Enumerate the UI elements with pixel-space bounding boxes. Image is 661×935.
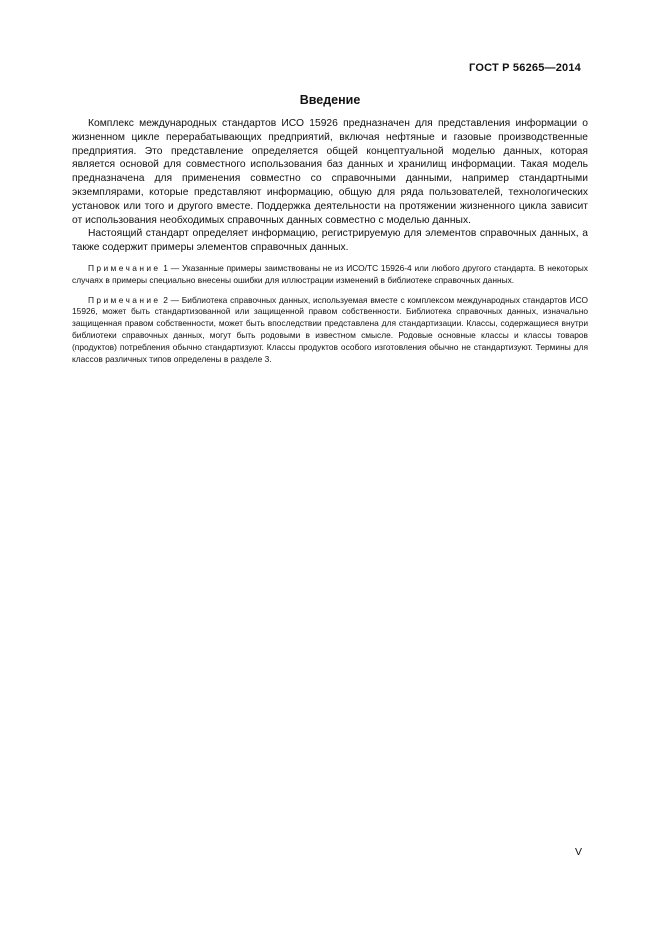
note-2-text: 2 — Библиотека справочных данных, используемая вместе с комплексом международных стандартов ИСО 15926, может быть стандартизованной или защищенной правом собственности. Библиотека справочных данных, изначально защищенная правом собственности, может быть впоследствии представлена для стандартизации. Классы, содержащиеся внутри библиотеки справочных данных, могут быть родовыми в известном смысле. Родовые основные классы и классы товаров (продуктов) потребления обычно стандартизуют. Классы продуктов особого изготовления обычно не стандартизуют. Термины для классов различных типов определены в разделе 3. (72, 294, 588, 364)
note-2 (72, 295, 588, 366)
note-1 (72, 263, 588, 287)
paragraph-1: Комплекс международных стандартов ИСО 15926 предназначен для представления информации о жизненном цикле перерабатывающих предприятий, включая нефтяные и газовые производственные предприятия. Это представление определяется общей концептуальной моделью данных, которая является основой для совместного использования баз данных и хранилищ информации. Такая модель предназначена для применения совместно со справочными данными, например стандартными экземплярами, которые представляют информацию, общую для ряда пользователей, технологических установок или того и другого вместе. Поддержка деятельности на протяжении жизненного цикла зависит от использования необходимых справочных данных совместно с моделью данных. (72, 118, 588, 226)
body-text (72, 117, 588, 365)
note-2-label: Примечание (88, 294, 161, 305)
paragraph-2: Настоящий стандарт определяет информацию, регистрируемую для элементов справочных данных, а также содержит примеры элементов справочных данных. (72, 228, 588, 254)
document-code: ГОСТ Р 56265—2014 (469, 62, 581, 74)
note-1-text: 1 — Указанные примеры заимствованы не из ИСО/ТС 15926-4 или любого другого стандарта. В некоторых случаях в примеры специально внесены ошибки для иллюстрации изменений в библиотеке справочных данных. (72, 262, 588, 285)
note-1-label: Примечание (88, 262, 161, 273)
page-number: V (575, 846, 583, 858)
section-title: Введение (299, 93, 361, 107)
